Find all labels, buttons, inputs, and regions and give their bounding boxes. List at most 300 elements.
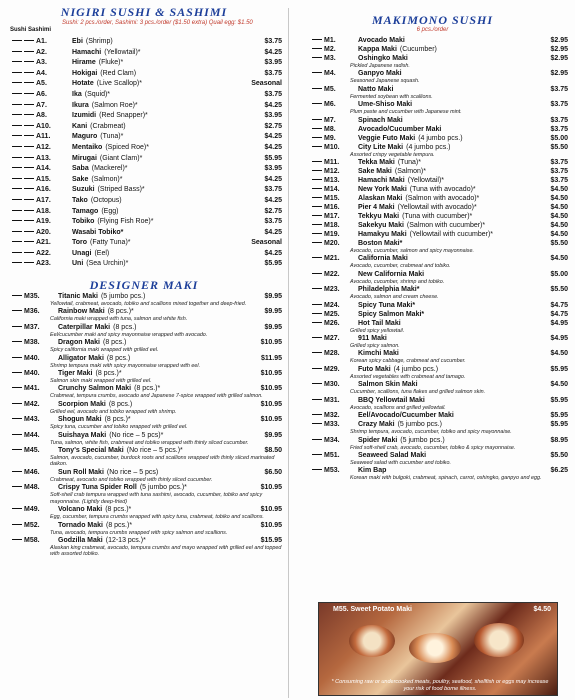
order-blank (24, 210, 34, 211)
item-name: Mirugai (72, 154, 97, 162)
item-name: Maguro (72, 133, 98, 141)
menu-item (312, 158, 568, 167)
menu-item-line (12, 69, 282, 80)
order-blank (24, 114, 34, 115)
item-code: M25. (324, 310, 340, 318)
item-name: Titanic Maki (58, 293, 98, 300)
item-price: $9.95 (264, 431, 282, 439)
item-code: A8. (36, 112, 47, 120)
item-name: BBQ Yellowtail Maki (358, 396, 425, 404)
order-blank (24, 82, 34, 83)
order-blank (312, 188, 322, 189)
menu-item (312, 203, 568, 212)
item-price: $4.50 (550, 195, 568, 203)
item-price: $5.00 (550, 270, 568, 278)
order-blank (12, 326, 22, 327)
menu-item-line (312, 301, 568, 310)
order-blank (312, 88, 322, 89)
menu-item (12, 259, 282, 270)
item-code: M21. (324, 255, 340, 263)
menu-item-line (12, 90, 282, 101)
item-description: Salmon skin maki wrapped with grilled eel. (50, 378, 152, 385)
item-code: A16. (36, 186, 51, 194)
menu-item-line (12, 292, 282, 301)
menu-item (312, 396, 568, 411)
item-note: (Yellowtail)* (407, 177, 444, 185)
menu-item-line (312, 45, 568, 54)
menu-item-line (12, 122, 282, 133)
item-code: M15. (324, 195, 340, 203)
item-name: Ume-Shiso Maki (358, 101, 413, 109)
item-code: A18. (36, 207, 51, 215)
designer-list (12, 292, 282, 558)
order-blank (312, 103, 322, 104)
item-code: M53. (324, 467, 340, 475)
order-blank (312, 137, 322, 138)
item-code: M45. (24, 447, 40, 455)
menu-item (312, 221, 568, 230)
sushi-piece-decor (474, 623, 524, 657)
order-blank (12, 403, 22, 404)
order-blank (12, 178, 22, 179)
item-price: $4.25 (262, 249, 282, 260)
menu-item (12, 154, 282, 165)
menu-item (312, 270, 568, 285)
menu-item (312, 212, 568, 221)
item-price: $5.50 (550, 451, 568, 459)
item-price: $4.50 (550, 213, 568, 221)
item-description: Assorted crispy vegetable tempura. (350, 151, 435, 158)
item-note: (No rice – 5 pcs)* (109, 431, 164, 439)
menu-item (12, 431, 282, 446)
menu-item (312, 45, 568, 54)
item-code: M6. (324, 101, 336, 109)
order-blank (312, 206, 322, 207)
menu-item-line (12, 259, 282, 270)
makimono-subtitle: 6 pcs./order (416, 27, 449, 33)
item-name: Hamachi (72, 48, 102, 56)
item-note: (5 jumbo pcs.) (397, 421, 442, 429)
item-code: A5. (36, 80, 47, 88)
item-description: Pickled Japanese radish. (350, 63, 410, 69)
item-code: M12. (324, 168, 340, 176)
item-note: (4 jumbo pcs.) (418, 134, 463, 142)
item-price: $4.50 (550, 222, 568, 230)
item-name: Toro (72, 239, 88, 247)
item-price: $4.25 (262, 48, 282, 59)
item-name: Kani (72, 122, 88, 130)
menu-item (12, 384, 282, 399)
menu-item-line (12, 79, 282, 90)
item-note: (5 jumbo pcs.) (100, 293, 146, 300)
menu-item (12, 354, 282, 369)
menu-item (312, 365, 568, 380)
item-name: Kimchi Maki (358, 350, 399, 358)
item-name: Tony's Special Maki (58, 447, 124, 455)
menu-item (312, 116, 568, 125)
menu-item (12, 207, 282, 218)
menu-item-line (12, 384, 282, 393)
menu-item (312, 176, 568, 185)
makimono-title: MAKIMONO SUSHI (371, 13, 494, 27)
item-code: M1. (324, 37, 336, 44)
item-price: $8.95 (550, 436, 568, 444)
order-blank (12, 231, 22, 232)
order-blank (12, 82, 22, 83)
item-name: Shogun Maki (58, 416, 102, 424)
item-name: Tekka Maki (358, 159, 395, 167)
item-price: $2.75 (262, 122, 282, 133)
order-blank (24, 61, 34, 62)
order-blank (312, 399, 322, 400)
menu-item-line (12, 111, 282, 122)
item-code: A14. (36, 165, 51, 173)
menu-item-line (12, 483, 282, 492)
item-price: $10.95 (260, 416, 282, 424)
menu-item (12, 338, 282, 353)
item-price: $4.95 (550, 319, 568, 327)
order-blank (12, 146, 22, 147)
menu-item (12, 79, 282, 90)
order-blank (312, 179, 322, 180)
item-price: $5.95 (550, 421, 568, 429)
order-blank (12, 188, 22, 189)
item-price: $2.95 (550, 46, 568, 53)
item-note: (4 jumbo pcs.) (393, 365, 439, 373)
menu-item-line (12, 48, 282, 59)
item-code: M8. (324, 125, 336, 133)
item-note: (Fatty Tuna)* (90, 239, 131, 247)
menu-item (312, 310, 568, 319)
order-blank (312, 337, 322, 338)
order-blank (24, 188, 34, 189)
item-description: Tuna, salmon, white fish, crabmeat and tobiko wrapped with thinly sliced cucumber. (50, 439, 249, 446)
order-blank (312, 146, 322, 147)
item-code: M44. (24, 431, 40, 439)
item-price: $3.75 (262, 217, 282, 228)
item-name: Hot Tail Maki (358, 319, 401, 327)
item-description: Tuna, avocado, tempura crumbs wrapped with spicy salmon and scallions. (50, 529, 228, 536)
order-blank (312, 439, 322, 440)
item-code: M16. (324, 204, 340, 212)
item-price: $10.95 (260, 339, 282, 347)
item-note: (Mackerel)* (91, 165, 128, 173)
item-description: Korean maki with bulgoki, crabmeat, spinach, carrot, oshingko, ganpyo and egg. (350, 475, 542, 482)
menu-item-line (312, 319, 568, 328)
item-code: M46. (24, 468, 40, 476)
item-code: M29. (324, 365, 340, 373)
order-blank (312, 215, 322, 216)
menu-item (12, 292, 282, 307)
order-blank (312, 119, 322, 120)
item-code: M41. (24, 385, 40, 393)
item-name: Kappa Maki (358, 46, 397, 53)
item-code: A21. (36, 239, 51, 247)
menu-item-line (312, 334, 568, 343)
item-description: Egg, cucumber, tempura crumbs wrapped with spicy tuna, crabmeat, tobiko and scallions. (50, 514, 264, 521)
menu-item (12, 307, 282, 322)
item-name: Sake (72, 175, 89, 183)
item-price: $4.75 (550, 301, 568, 309)
menu-item (312, 254, 568, 269)
menu-item (312, 451, 568, 466)
menu-item (12, 164, 282, 175)
item-code: M31. (324, 396, 340, 404)
item-code: M49. (24, 506, 40, 514)
menu-item (312, 319, 568, 334)
item-note: (Squid)* (84, 90, 111, 98)
order-blank (312, 288, 322, 289)
item-name: Wasabi Tobiko* (72, 228, 124, 236)
item-note: (4 jumbo pcs.) (406, 143, 451, 151)
item-name: Kim Bap (358, 467, 387, 475)
menu-item-line (12, 431, 282, 440)
item-note: (8 pcs.)* (104, 416, 131, 424)
item-code: M42. (24, 400, 40, 408)
item-note: (Red Snapper)* (99, 112, 148, 120)
item-name: Alaskan Maki (358, 195, 403, 203)
item-name: Mentaiko (72, 143, 103, 151)
item-code: M14. (324, 186, 340, 194)
item-code: M43. (24, 416, 40, 424)
menu-item (12, 196, 282, 207)
item-code: A6. (36, 90, 47, 98)
item-code: A13. (36, 154, 51, 162)
item-price: $5.95 (550, 412, 568, 420)
item-price: $6.25 (550, 467, 568, 475)
item-code: M7. (324, 116, 336, 124)
item-note: (Salmon Roe)* (91, 101, 138, 109)
item-name: Saba (72, 165, 89, 173)
item-code: M26. (324, 319, 340, 327)
item-name: Oshingko Maki (358, 55, 408, 62)
item-description: Spicy tuna, cucumber and tobiko wrapped with grilled eel. (50, 424, 188, 431)
menu-item (12, 48, 282, 59)
designer-title: DESIGNER MAKI (89, 278, 199, 292)
order-blank (12, 262, 22, 263)
item-note: (Sea Urchin)* (86, 260, 129, 268)
order-blank (312, 423, 322, 424)
menu-item (312, 134, 568, 143)
item-name: Izumidi (72, 112, 97, 120)
item-code: M24. (324, 301, 340, 309)
item-note: (Salmon)* (91, 175, 123, 183)
order-blank (12, 295, 22, 296)
order-blank (312, 72, 322, 73)
order-blank (12, 40, 22, 41)
item-code: A3. (36, 59, 47, 67)
item-description: Spicy california maki wrapped with grilled eel. (50, 347, 159, 354)
item-note: (Yellowtail with avocado)* (397, 204, 477, 212)
order-blank (312, 233, 322, 234)
order-blank (24, 51, 34, 52)
item-code: M52. (24, 521, 40, 529)
item-price: $5.00 (550, 134, 568, 142)
item-price: $4.25 (262, 101, 282, 112)
order-blank (24, 72, 34, 73)
menu-item-line (12, 505, 282, 514)
item-name: Hamachi Maki (358, 177, 405, 185)
item-price: $3.75 (550, 85, 568, 93)
menu-item (12, 483, 282, 505)
item-price: $9.95 (264, 293, 282, 300)
menu-item (312, 466, 568, 481)
item-name: Philadelphia Maki* (358, 286, 420, 294)
item-name: Ika (72, 90, 82, 98)
item-code: A23. (36, 260, 51, 268)
item-note: (8 pcs.)* (105, 521, 133, 529)
item-note: (No rice – 5 pcs.)* (126, 447, 183, 455)
item-price: $9.95 (264, 308, 282, 316)
order-blank (12, 167, 22, 168)
item-name: Scorpion Maki (58, 400, 106, 408)
item-note: (5 jumbo pcs.)* (139, 484, 187, 492)
item-name: Ebi (72, 38, 83, 45)
menu-item-line (312, 254, 568, 263)
order-blank (24, 262, 34, 263)
item-description: Grilled spicy salmon. (350, 343, 400, 350)
item-name: Dragon Maki (58, 339, 101, 347)
item-code: M3. (324, 55, 336, 62)
menu-item (312, 125, 568, 134)
order-blank (12, 434, 22, 435)
menu-item (12, 111, 282, 122)
item-name: New California Maki (358, 270, 425, 278)
menu-item-line (12, 207, 282, 218)
menu-item-line (312, 380, 568, 389)
order-blank (12, 508, 22, 509)
item-description: Shrimp tempura maki with spicy mayonnaise wrapped with eel. (50, 362, 201, 369)
item-code: M20. (324, 240, 340, 248)
item-price: $8.50 (264, 447, 282, 455)
order-blank (12, 524, 22, 525)
item-note: (8 pcs.) (108, 400, 133, 408)
item-name: Volcano Maki (58, 506, 103, 514)
item-price: $2.95 (550, 55, 568, 62)
item-name: Crunchy Salmon Maki (58, 385, 132, 393)
item-name: Avocado/Cucumber Maki (358, 125, 442, 133)
item-name: Eel/Avocado/Cucumber Maki (358, 412, 454, 420)
menu-item (12, 90, 282, 101)
item-description: Grilled spicy yellowtail. (350, 327, 405, 334)
item-price: $3.75 (550, 101, 568, 109)
item-code: A4. (36, 69, 47, 77)
order-blank (12, 357, 22, 358)
order-blank (12, 387, 22, 388)
item-price: $4.25 (262, 175, 282, 186)
item-note: (Tuna with avocado)* (409, 186, 476, 194)
menu-item-line (312, 185, 568, 194)
item-price: Seasonal (249, 79, 282, 90)
item-price: $3.95 (262, 164, 282, 175)
item-name: Spicy Tuna Maki* (358, 301, 416, 309)
menu-item (312, 349, 568, 364)
item-name: Tornado Maki (58, 521, 103, 529)
item-note: (Salmon with avocado)* (405, 195, 480, 203)
item-name: Alligator Maki (58, 354, 104, 362)
item-price: $5.95 (262, 154, 282, 165)
item-description: Avocado, cucumber, crabmeat and tobiko. (350, 263, 451, 270)
order-blank (12, 471, 22, 472)
item-price: $2.95 (550, 70, 568, 78)
menu-item (12, 69, 282, 80)
menu-item-line (12, 354, 282, 363)
order-blank (312, 161, 322, 162)
order-blank (24, 231, 34, 232)
sushi-piece-decor (349, 625, 395, 657)
nigiri-title: NIGIRI SUSHI & SASHIMI (60, 5, 228, 19)
menu-item-line (312, 36, 568, 45)
item-price: $3.75 (262, 37, 282, 48)
menu-item-line (12, 175, 282, 186)
menu-item-line (312, 134, 568, 143)
menu-item-line (12, 521, 282, 530)
item-name: Natto Maki (358, 85, 394, 93)
item-name: Spider Maki (358, 436, 398, 444)
item-note: (Yellowtail with cucumber)* (409, 231, 494, 239)
item-name: Sakekyu Maki (358, 222, 404, 230)
item-note: (Fluke)* (98, 59, 124, 67)
item-note: (8 pcs.) (113, 323, 137, 331)
item-price: $5.50 (550, 143, 568, 151)
menu-item-line (12, 164, 282, 175)
item-code: M37. (24, 323, 40, 331)
item-name: Tobiko (72, 218, 95, 226)
menu-item-line (12, 415, 282, 424)
item-code: M9. (324, 134, 336, 142)
menu-item-line (12, 217, 282, 228)
item-note: (Tuna with cucumber)* (402, 213, 473, 221)
item-name: Sake Maki (358, 168, 392, 176)
item-note: (Live Scallop)* (96, 80, 142, 88)
menu-item-line (312, 203, 568, 212)
sweet-potato-maki-photo (318, 602, 558, 696)
item-description: Seasoned Japanese squash. (350, 78, 420, 85)
item-code: M33. (324, 421, 340, 429)
item-price: $3.95 (262, 58, 282, 69)
item-name: Caterpillar Maki (58, 323, 111, 331)
item-price: $9.95 (264, 323, 282, 331)
item-price: $4.50 (550, 255, 568, 263)
item-price: $10.95 (260, 521, 282, 529)
menu-item-line (312, 100, 568, 109)
menu-item (12, 175, 282, 186)
item-note: (8 pcs.) (106, 354, 131, 362)
menu-item-line (312, 116, 568, 125)
item-price: $4.25 (262, 132, 282, 143)
order-blank (312, 352, 322, 353)
menu-item-line (312, 436, 568, 445)
menu-item (12, 185, 282, 196)
menu-item (312, 167, 568, 176)
menu-item-line (12, 185, 282, 196)
sushi-sashimi-header: Sushi Sashimi (10, 27, 52, 33)
item-code: M51. (324, 451, 340, 459)
item-code: M38. (24, 339, 40, 347)
item-code: M2. (324, 46, 336, 53)
menu-item (312, 301, 568, 310)
menu-item-line (312, 158, 568, 167)
item-price: $3.75 (262, 185, 282, 196)
item-note: (Yellowtail)* (104, 48, 141, 56)
item-name: Hotate (72, 80, 94, 88)
menu-item (12, 400, 282, 415)
item-description: Assorted vegetables with crabmeat and tamago. (350, 373, 466, 380)
menu-item-line (312, 125, 568, 134)
item-name: Unagi (72, 249, 92, 257)
menu-item-line (12, 307, 282, 316)
order-blank (12, 539, 22, 540)
